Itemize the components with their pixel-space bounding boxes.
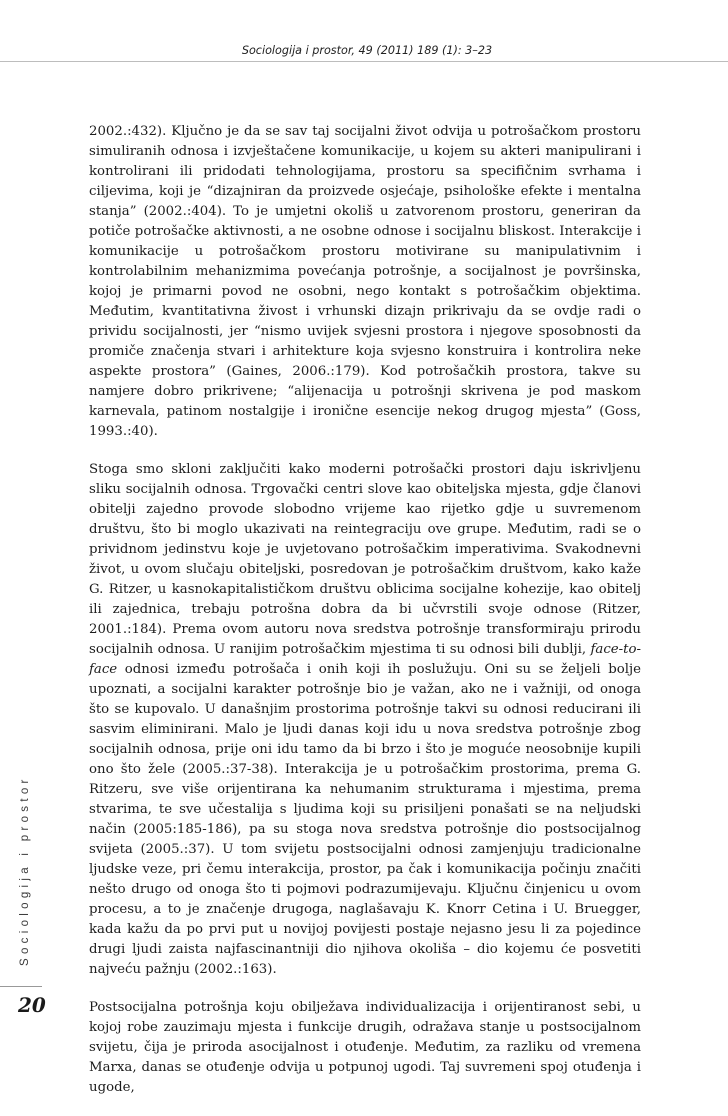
page-number: 20 bbox=[18, 993, 46, 1017]
paragraph-3 bbox=[89, 998, 641, 1098]
article-body bbox=[89, 122, 641, 1116]
page-number-divider bbox=[0, 986, 42, 987]
running-header bbox=[0, 44, 728, 57]
paragraph-2 bbox=[89, 460, 641, 980]
paragraph-2-text-b: odnosi između potrošača i onih koji ih poslužuju. Oni su se željeli bolje upoznati, a socijalni karakter potrošnje bio je važan, ako ne i važniji, od onoga što se kupovalo. U današnjim prostorima potrošnje takvi su odnosi reducirani ili sasvim eliminirani. Malo je ljudi danas koji idu u nova sredstva potrošnje zbog socijalnih odnosa, prije oni idu tamo da bi brzo i što je moguće neosobnije kupili ono što žele (2005.:37-38). Interakcija je u potrošačkim prostorima, prema G. Ritzeru, sve više orijentirana ka nehumanim strukturama i mjestima, prema stvarima, te sve učestalija s ljudima koji su prisiljeni ponašati se na neljudski način (2005:185-186), pa su stoga nova sredstva potrošnje dio postsocijalnog svijeta (2005.:37). U tom svijetu postsocijalni odnosi zamjenjuju tradicionalne ljudske veze, pri čemu interakcija, prostor, pa čak i komunikacija počinju značiti nešto drugo od onoga što ti pojmovi podrazumijevaju. Ključnu činjenicu u ovom procesu, a to je značenje drugoga, naglašavaju K. Knorr Cetina i U. Bruegger, kada kažu da po prvi put u novijoj povijesti postaje nejasno jesu li za pojedince drugi ljudi zaista najfascinantniji dio njihova okoliša – dio kojemu će posvetiti najveću pažnju (2002.:163). bbox=[89, 662, 641, 977]
paragraph-1-text: 2002.:432). Ključno je da se sav taj socijalni život odvija u potrošačkom prostoru simuliranih odnosa i izvještačene komunikacije, u kojem su akteri manipulirani i kontrolirani ili pridodati tehnologijama, prostoru sa specifičnim svrhama i ciljevima, koji je “dizajniran da proizvede osjećaje, psihološke efekte i mentalna stanja” (2002.:404). To je umjetni okoliš u zatvorenom prostoru, generiran da potiče potrošačke aktivnosti, a ne osobne odnose i socijalnu bliskost. Interakcije i komunikacije u potrošačkom prostoru motivirane su manipulativnim i kontrolabilnim mehanizmima povećanja potrošnje, a socijalnost je površinska, kojoj je primarni povod ne osobni, nego kontakt s potrošačkim objektima. Međutim, kvantitativna živost i vrhunski dizajn prikrivaju da se ovdje radi o prividu socijalnosti, jer “nismo uvijek svjesni prostora i njegove sposobnosti da promiče značenja stvari i arhitekture koja svjesno konstruira i kontrolira neke aspekte prostora” (Gaines, 2006.:179). Kod potrošačkih prostora, takve su namjere dobro prikrivene; “alijenacija u potrošnji skrivena je pod maskom karnevala, patinom nostalgije i ironične esencije nekog drugog mjesta” (Goss, 1993.:40). bbox=[89, 124, 641, 439]
journal-citation: Sociologija i prostor, 49 (2011) 189 (1): 3–23 bbox=[241, 44, 493, 57]
header-divider bbox=[0, 61, 728, 62]
paragraph-2-text-a: Stoga smo skloni zaključiti kako moderni potrošački prostori daju iskrivljenu sliku socijalnih odnosa. Trgovački centri slove kao obiteljska mjesta, gdje članovi obitelji zajedno provode slobodno vrijeme kao rijetko gdje u suvremenom društvu, što bi moglo ukazivati na reintegraciju ove grupe. Međutim, radi se o prividnom jedinstvu koje je uvjetovano potrošačkim imperativima. Svakodnevni život, u ovom slučaju obiteljski, posredovan je potrošačkim društvom, kako kaže G. Ritzer, u kasnokapitalističkom društvu oblicima socijalne kohezije, kao obitelj ili zajednica, trebaju potrošna dobra da bi učvrstili svoje odnose (Ritzer, 2001.:184). Prema ovom autoru nova sredstva potrošnje transformiraju prirodu socijalnih odnosa. U ranijim potrošačkim mjestima ti su odnosi bili dublji, bbox=[89, 462, 641, 657]
paragraph-1 bbox=[89, 122, 641, 442]
paragraph-3-text: Postsocijalna potrošnja koju obilježava individualizacija i orijentiranost sebi, u kojoj robe zauzimaju mjesta i funkcije drugih, odražava stanje u postsocijalnom svijetu, čija je priroda asocijalnost i otuđenje. Međutim, za razliku od vremena Marxa, danas se otuđenje odvija u potpunoj ugodi. Taj suvremeni spoj otuđenja i ugode, bbox=[89, 1000, 641, 1095]
side-journal-label: Sociologija i prostor bbox=[19, 775, 31, 966]
italic-term: face-to-face bbox=[89, 642, 641, 677]
